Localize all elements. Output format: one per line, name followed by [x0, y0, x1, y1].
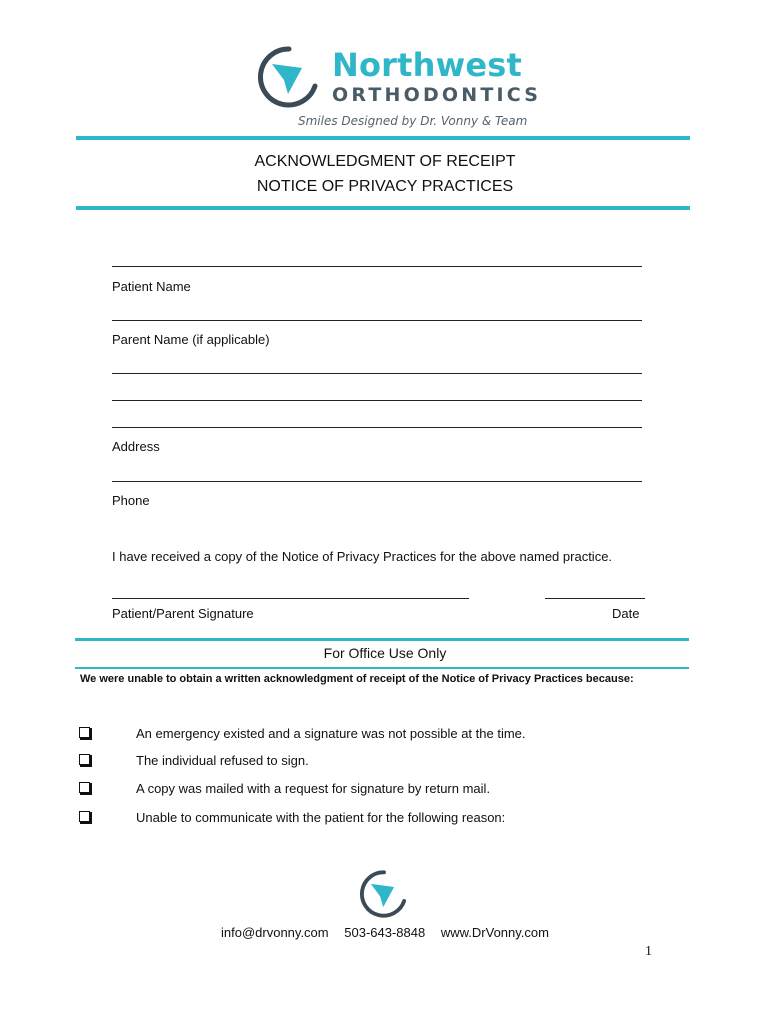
parent-name-line[interactable]: [112, 320, 642, 321]
reason-label-emergency: An emergency existed and a signature was not possible at the time.: [136, 726, 526, 741]
phone-line[interactable]: [112, 481, 642, 482]
header-rule-top: [76, 136, 690, 140]
reason-checkbox-unable[interactable]: [79, 811, 90, 822]
logo-tagline: Smiles Designed by Dr. Vonny & Team: [298, 114, 528, 128]
reason-label-unable: Unable to communicate with the patient for the following reason:: [136, 810, 506, 825]
receipt-statement: I have received a copy of the Notice of Privacy Practices for the above named practice.: [112, 549, 613, 564]
reason-checkbox-mailed[interactable]: [79, 782, 90, 793]
footer-logo: [359, 870, 409, 918]
tooth-logo-icon: [258, 46, 320, 108]
page-number: 1: [645, 944, 652, 959]
date-label: Date: [612, 606, 640, 621]
patient-name-label: Patient Name: [112, 279, 191, 294]
signature-label: Patient/Parent Signature: [112, 606, 254, 621]
parent-name-label: Parent Name (if applicable): [112, 332, 270, 347]
footer-website[interactable]: www.DrVonny.com: [440, 925, 549, 940]
reason-checkbox-refused[interactable]: [79, 754, 90, 765]
reason-label-mailed: A copy was mailed with a request for signature by return mail.: [136, 781, 491, 796]
practice-logo: [258, 44, 542, 134]
footer-phone: 503-643-8848: [344, 925, 426, 940]
logo-wordmark: Northwest: [332, 46, 523, 84]
header-rule-bottom: [76, 206, 690, 210]
signature-line[interactable]: [112, 598, 469, 599]
reason-checkbox-emergency[interactable]: [79, 727, 90, 738]
address-label: Address: [112, 439, 160, 454]
footer-email[interactable]: info@drvonny.com: [221, 925, 329, 940]
phone-label: Phone: [112, 493, 150, 508]
address-line-3[interactable]: [112, 427, 642, 428]
footer-contact: [0, 925, 770, 940]
document-title-line2: NOTICE OF PRIVACY PRACTICES: [256, 178, 514, 195]
patient-name-line[interactable]: [112, 266, 642, 267]
address-line-1[interactable]: [112, 373, 642, 374]
document-title-line1: ACKNOWLEDGMENT OF RECEIPT: [254, 153, 516, 170]
office-use-heading: For Office Use Only: [323, 645, 447, 661]
office-notice: We were unable to obtain a written acknowledgment of receipt of the Notice of Privacy Practices because:: [80, 673, 634, 685]
tooth-logo-icon: [359, 870, 409, 918]
logo-subtitle: ORTHODONTICS: [332, 84, 542, 106]
reason-label-refused: The individual refused to sign.: [136, 753, 309, 768]
date-line[interactable]: [545, 598, 645, 599]
address-line-2[interactable]: [112, 400, 642, 401]
